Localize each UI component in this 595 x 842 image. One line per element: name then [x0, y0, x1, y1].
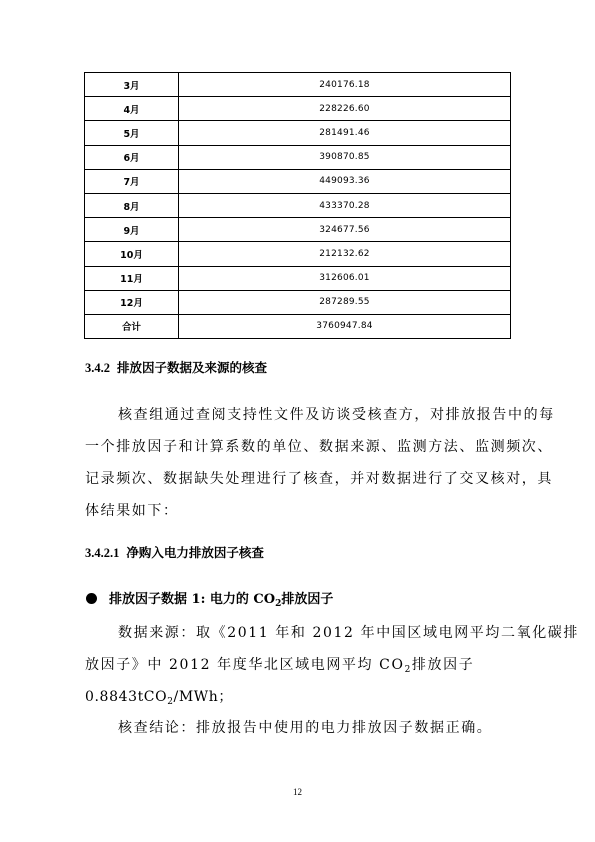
month-cell: 10月	[85, 242, 179, 266]
subsection-number: 3.4.2.1	[85, 546, 120, 560]
table-row	[85, 145, 511, 169]
bullet-text-suffix: 排放因子	[281, 592, 334, 607]
value-cell: 3760947.84	[179, 314, 511, 338]
value-cell: 287289.55	[179, 290, 511, 314]
source-line-2-post: 排放因子	[411, 657, 475, 673]
page-number: 12	[293, 787, 302, 797]
paragraph-line-1: 核查组通过查阅支持性文件及访谈受核查方，对排放报告中的每	[118, 407, 555, 423]
source-line-2-pre: 放因子》中 2012 年度华北区域电网平均 CO	[85, 657, 405, 673]
conclusion-line: 核查结论：排放报告中使用的电力排放因子数据正确。	[118, 720, 493, 736]
value-cell: 281491.46	[179, 121, 511, 145]
paragraph-line-3: 记录频次、数据缺失处理进行了核查，并对数据进行了交叉核对，具	[85, 471, 553, 487]
value-cell: 433370.28	[179, 193, 511, 217]
value-cell: 212132.62	[179, 242, 511, 266]
source-line-2	[85, 654, 474, 675]
value-cell: 312606.01	[179, 266, 511, 290]
source-line-2-subscript: 2	[404, 665, 412, 675]
bullet-dot-icon	[86, 593, 97, 604]
subsection-title: 净购入电力排放因子核查	[126, 545, 264, 560]
month-cell: 8月	[85, 193, 179, 217]
value-cell: 390870.85	[179, 145, 511, 169]
source-line-1: 数据来源：取《2011 年和 2012 年中国区域电网平均二氧化碳排	[118, 625, 580, 641]
paragraph-line-2: 一个排放因子和计算系数的单位、数据来源、监测方法、监测频次、	[85, 439, 553, 455]
month-cell: 4月	[85, 97, 179, 121]
table-row	[85, 314, 511, 338]
source-line-3-post: /MWh；	[173, 689, 233, 705]
source-line-3-subscript: 2	[167, 697, 174, 707]
month-cell: 7月	[85, 169, 179, 193]
source-line-3-pre: 0.8843tCO	[85, 689, 168, 705]
value-cell: 240176.18	[179, 73, 511, 97]
table-row	[85, 193, 511, 217]
bullet-subscript: 2	[275, 599, 282, 609]
table-row	[85, 97, 511, 121]
value-cell: 449093.36	[179, 169, 511, 193]
value-cell: 228226.60	[179, 97, 511, 121]
source-line-3	[85, 686, 233, 707]
bullet-emission-factor	[86, 588, 333, 609]
value-cell: 324677.56	[179, 218, 511, 242]
table-row	[85, 266, 511, 290]
month-cell: 11月	[85, 266, 179, 290]
month-cell: 12月	[85, 290, 179, 314]
emissions-table	[84, 72, 511, 339]
section-number: 3.4.2	[85, 361, 110, 375]
table-row	[85, 73, 511, 97]
month-cell: 9月	[85, 218, 179, 242]
table-row	[85, 169, 511, 193]
month-cell: 合计	[85, 314, 179, 338]
table-row	[85, 218, 511, 242]
section-title: 排放因子数据及来源的核查	[117, 360, 268, 375]
paragraph-line-4: 体结果如下：	[85, 503, 179, 519]
month-cell: 5月	[85, 121, 179, 145]
section-heading-3-4-2-1	[85, 543, 264, 561]
table-body	[85, 73, 511, 339]
section-heading-3-4-2	[85, 358, 267, 376]
table-row	[85, 242, 511, 266]
bullet-text-prefix: 排放因子数据 1: 电力的 CO	[109, 592, 276, 607]
month-cell: 3月	[85, 73, 179, 97]
table-row	[85, 121, 511, 145]
month-cell: 6月	[85, 145, 179, 169]
table-row	[85, 290, 511, 314]
